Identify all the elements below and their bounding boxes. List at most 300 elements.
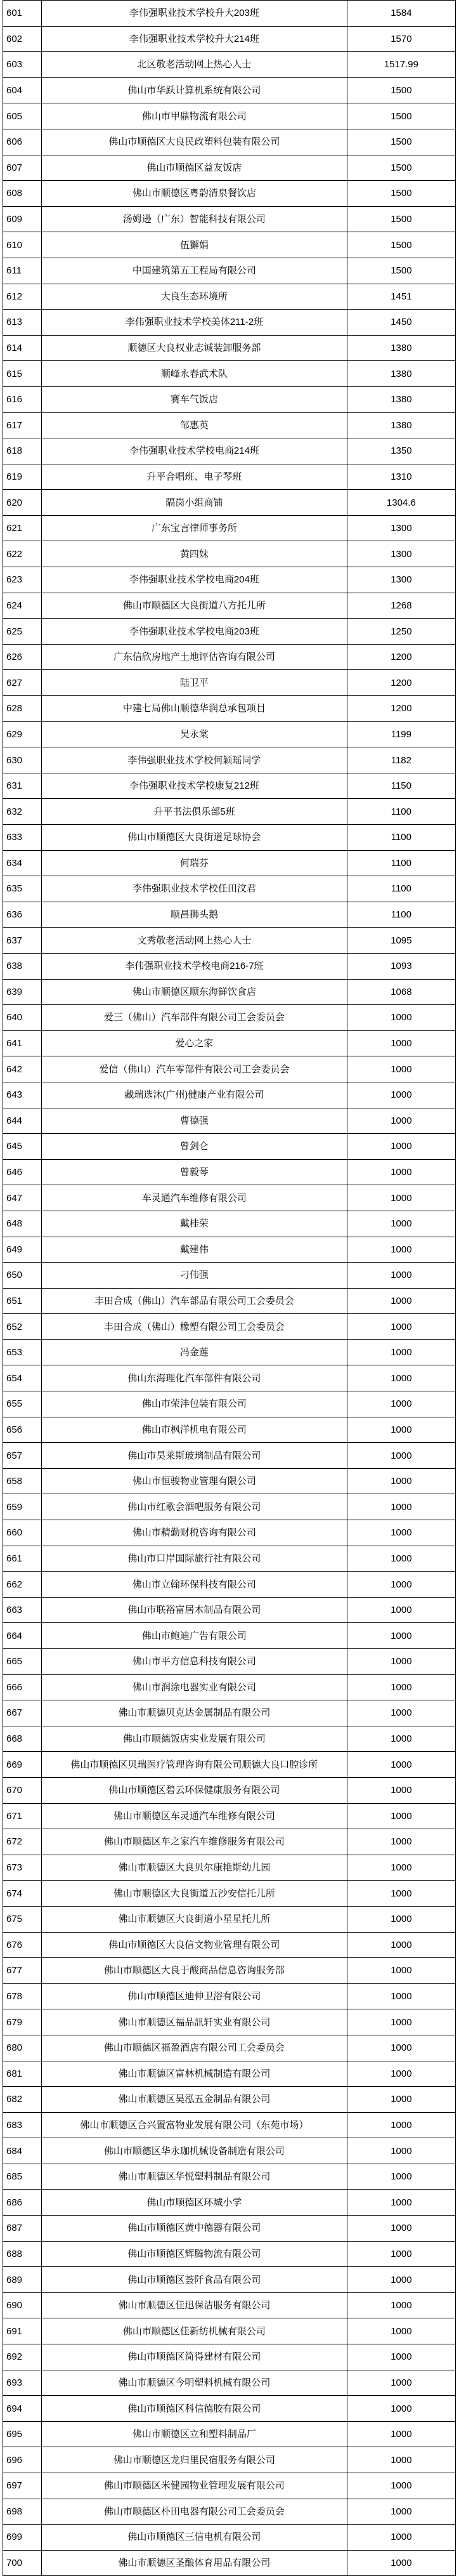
row-number: 685 [3, 2164, 42, 2190]
donor-name: 曾毅琴 [42, 1159, 347, 1185]
donor-name: 佛山市顺德区三信电机有限公司 [42, 2525, 347, 2551]
donation-amount: 1000 [347, 1108, 455, 1134]
donation-amount: 1000 [347, 2525, 455, 2551]
donor-name: 佛山市顺德区大良于酸商品信息咨询服务部 [42, 1958, 347, 1984]
table-row [3, 2190, 456, 2216]
donor-name: 佛山市顺德区华悦塑料制品有限公司 [42, 2164, 347, 2190]
donor-name: 大良生态环境所 [42, 284, 347, 310]
donor-name: 李伟强职业技术学校电商214班 [42, 438, 347, 464]
row-number: 627 [3, 670, 42, 696]
table-row [3, 721, 456, 747]
donor-name: 中建七局佛山顺德华润总承包项目 [42, 696, 347, 722]
row-number: 616 [3, 386, 42, 412]
donor-name: 黄四妹 [42, 541, 347, 567]
donation-amount: 1000 [347, 2447, 455, 2473]
donation-amount: 1570 [347, 26, 455, 52]
donor-name: 顺峰永春武术队 [42, 361, 347, 387]
table-row [3, 1417, 456, 1443]
donor-name: 戴建伟 [42, 1237, 347, 1263]
row-number: 615 [3, 361, 42, 387]
table-row [3, 1, 456, 27]
donor-name: 佛山市顺德区粤韵清泉餐饮店 [42, 181, 347, 207]
row-number: 643 [3, 1082, 42, 1108]
table-row [3, 335, 456, 361]
table-row [3, 2087, 456, 2113]
donor-name: 佛山市恒骏物业管理有限公司 [42, 1468, 347, 1494]
row-number: 649 [3, 1237, 42, 1263]
table-row [3, 2241, 456, 2267]
donation-amount: 1500 [347, 77, 455, 103]
donor-name: 佛山市润涂电器实业有限公司 [42, 1674, 347, 1700]
row-number: 698 [3, 2499, 42, 2525]
donation-amount: 1182 [347, 747, 455, 773]
row-number: 676 [3, 1932, 42, 1958]
table-row [3, 1777, 456, 1803]
table-row [3, 2138, 456, 2164]
donor-name: 何瑞芬 [42, 850, 347, 876]
table-row [3, 2009, 456, 2035]
row-number: 682 [3, 2087, 42, 2113]
row-number: 608 [3, 181, 42, 207]
donor-name: 佛山市枫洋机电有限公司 [42, 1417, 347, 1443]
donation-amount: 1000 [347, 1674, 455, 1700]
table-row [3, 26, 456, 52]
donation-amount: 1000 [347, 1597, 455, 1623]
table-row [3, 1159, 456, 1185]
donor-name: 佛山市顺德区黄中德器有限公司 [42, 2216, 347, 2242]
donation-amount: 1000 [347, 1211, 455, 1237]
row-number: 629 [3, 721, 42, 747]
row-number: 669 [3, 1752, 42, 1778]
row-number: 691 [3, 2318, 42, 2344]
donation-amount: 1000 [347, 1906, 455, 1932]
table-row [3, 1108, 456, 1134]
table-row [3, 1520, 456, 1546]
row-number: 635 [3, 876, 42, 902]
donation-amount: 1500 [347, 206, 455, 232]
row-number: 605 [3, 103, 42, 129]
table-row [3, 2318, 456, 2344]
table-row [3, 386, 456, 412]
row-number: 638 [3, 953, 42, 979]
row-number: 663 [3, 1597, 42, 1623]
row-number: 699 [3, 2525, 42, 2551]
donation-amount: 1000 [347, 1082, 455, 1108]
table-row [3, 2112, 456, 2138]
row-number: 609 [3, 206, 42, 232]
table-row [3, 2550, 456, 2576]
donor-name: 邹惠英 [42, 412, 347, 438]
table-row [3, 2061, 456, 2087]
donor-name: 隔岗小组商铺 [42, 490, 347, 516]
donation-amount: 1000 [347, 1958, 455, 1984]
row-number: 639 [3, 979, 42, 1005]
donor-name: 冯金莲 [42, 1339, 347, 1365]
row-number: 679 [3, 2009, 42, 2035]
donor-name: 佛山市顺德区大良街道足球协会 [42, 825, 347, 851]
donor-name: 佛山市平方信息科技有限公司 [42, 1649, 347, 1675]
donation-amount: 1000 [347, 1777, 455, 1803]
table-row [3, 103, 456, 129]
table-row [3, 232, 456, 258]
table-row [3, 1803, 456, 1829]
donation-amount: 1000 [347, 1700, 455, 1726]
table-row [3, 412, 456, 438]
table-row [3, 1056, 456, 1082]
table-row [3, 2292, 456, 2318]
donor-name: 汤姆逊（广东）智能科技有限公司 [42, 206, 347, 232]
row-number: 666 [3, 1674, 42, 1700]
row-number: 632 [3, 799, 42, 825]
donor-name: 佛山市顺德区简得建材有限公司 [42, 2344, 347, 2370]
donor-name: 赛车气饭店 [42, 386, 347, 412]
row-number: 675 [3, 1906, 42, 1932]
row-number: 622 [3, 541, 42, 567]
row-number: 660 [3, 1520, 42, 1546]
donor-name: 佛山市顺德区车灵通汽车维修有限公司 [42, 1803, 347, 1829]
table-row [3, 876, 456, 902]
donor-name: 李伟强职业技术学校何颖瑶同学 [42, 747, 347, 773]
donation-amount: 1000 [347, 1494, 455, 1520]
donor-name: 佛山市顺德饭店实业发展有限公司 [42, 1726, 347, 1752]
table-row [3, 438, 456, 464]
donation-amount: 1000 [347, 2267, 455, 2293]
table-row [3, 310, 456, 336]
row-number: 601 [3, 1, 42, 27]
donation-amount: 1000 [347, 1983, 455, 2009]
table-row [3, 1829, 456, 1855]
row-number: 610 [3, 232, 42, 258]
row-number: 623 [3, 567, 42, 593]
row-number: 684 [3, 2138, 42, 2164]
table-row [3, 2267, 456, 2293]
table-row [3, 1752, 456, 1778]
donation-amount: 1000 [347, 2216, 455, 2242]
donor-name: 广东信欣房地产土地评估咨询有限公司 [42, 644, 347, 670]
donation-amount: 1000 [347, 2344, 455, 2370]
donor-name: 爱信（佛山）汽车零部件有限公司工会委员会 [42, 1056, 347, 1082]
donor-name: 佛山市顺德区大良街道五沙安信托儿所 [42, 1881, 347, 1907]
donation-amount: 1000 [347, 2292, 455, 2318]
donor-name: 佛山市顺德区今明塑料机械有限公司 [42, 2370, 347, 2396]
table-row [3, 1906, 456, 1932]
donation-amount: 1350 [347, 438, 455, 464]
row-number: 650 [3, 1263, 42, 1289]
donation-amount: 1300 [347, 567, 455, 593]
row-number: 677 [3, 1958, 42, 1984]
row-number: 628 [3, 696, 42, 722]
donor-name: 佛山市顺德区大良街道小星星托儿所 [42, 1906, 347, 1932]
donation-amount: 1500 [347, 155, 455, 181]
donor-name: 佛山市顺德区碧云环保健康服务有限公司 [42, 1777, 347, 1803]
donation-amount: 1000 [347, 1237, 455, 1263]
table-row [3, 979, 456, 1005]
table-row [3, 1134, 456, 1160]
donation-amount: 1000 [347, 1185, 455, 1211]
row-number: 644 [3, 1108, 42, 1134]
donation-amount: 1380 [347, 361, 455, 387]
row-number: 690 [3, 2292, 42, 2318]
donor-name: 佛山市顺德区佳新纺机械有限公司 [42, 2318, 347, 2344]
row-number: 603 [3, 52, 42, 78]
row-number: 670 [3, 1777, 42, 1803]
donation-amount: 1000 [347, 2061, 455, 2087]
donor-name: 伍獬娟 [42, 232, 347, 258]
donation-amount: 1000 [347, 1520, 455, 1546]
table-row [3, 1314, 456, 1340]
donor-name: 李伟强职业技术学校美体211-2班 [42, 310, 347, 336]
row-number: 652 [3, 1314, 42, 1340]
donation-amount: 1000 [347, 1314, 455, 1340]
table-row [3, 2499, 456, 2525]
donor-name: 佛山市顺德区大良民政塑料包装有限公司 [42, 129, 347, 155]
donor-name: 戴桂荣 [42, 1211, 347, 1237]
donation-amount: 1000 [347, 1468, 455, 1494]
donation-amount: 1000 [347, 1391, 455, 1417]
donor-name: 车灵通汽车维修有限公司 [42, 1185, 347, 1211]
donor-name: 藏瑞选沐(广州)健康产业有限公司 [42, 1082, 347, 1108]
table-row [3, 2396, 456, 2422]
donation-amount: 1000 [347, 2499, 455, 2525]
donation-amount: 1000 [347, 1546, 455, 1572]
row-number: 604 [3, 77, 42, 103]
row-number: 634 [3, 850, 42, 876]
row-number: 630 [3, 747, 42, 773]
table-row [3, 799, 456, 825]
table-row [3, 1958, 456, 1984]
donation-amount: 1500 [347, 129, 455, 155]
donation-amount: 1199 [347, 721, 455, 747]
row-number: 689 [3, 2267, 42, 2293]
donor-name: 佛山市顺德区科信德胶有限公司 [42, 2396, 347, 2422]
donor-name: 曾剑仑 [42, 1134, 347, 1160]
donor-name: 佛山市鲍迪广告有限公司 [42, 1623, 347, 1649]
donation-amount: 1100 [347, 902, 455, 928]
table-row [3, 464, 456, 490]
donor-name: 佛山市华跃计算机系统有限公司 [42, 77, 347, 103]
row-number: 695 [3, 2421, 42, 2447]
donor-name: 佛山市顺德区龙归里民宿服务有限公司 [42, 2447, 347, 2473]
table-row [3, 619, 456, 645]
donation-amount: 1000 [347, 1726, 455, 1752]
row-number: 646 [3, 1159, 42, 1185]
donor-name: 爱三（佛山）汽车部件有限公司工会委员会 [42, 1005, 347, 1031]
row-number: 657 [3, 1443, 42, 1469]
table-row [3, 1983, 456, 2009]
donor-name: 李伟强职业技术学校任田汶君 [42, 876, 347, 902]
donor-name: 吴永棠 [42, 721, 347, 747]
row-number: 696 [3, 2447, 42, 2473]
donor-name: 佛山市顺德区大良街道八方托儿所 [42, 593, 347, 619]
donor-name: 佛山市顺德区福盈酒店有限公司工会委员会 [42, 2035, 347, 2061]
donation-amount: 1000 [347, 2190, 455, 2216]
table-row [3, 258, 456, 284]
donor-name: 中国建筑第五工程局有限公司 [42, 258, 347, 284]
table-row [3, 1263, 456, 1289]
donation-amount: 1000 [347, 2035, 455, 2061]
donor-name: 佛山市顺德区荟阡食品有限公司 [42, 2267, 347, 2293]
donation-amount: 1000 [347, 1417, 455, 1443]
row-number: 631 [3, 773, 42, 799]
donation-amount: 1000 [347, 1056, 455, 1082]
donation-amount: 1000 [347, 2138, 455, 2164]
table-row [3, 2035, 456, 2061]
donation-amount: 1310 [347, 464, 455, 490]
donation-amount: 1000 [347, 1443, 455, 1469]
table-row [3, 1288, 456, 1314]
row-number: 626 [3, 644, 42, 670]
donor-name: 佛山市荣沣包装有限公司 [42, 1391, 347, 1417]
donation-amount: 1300 [347, 515, 455, 541]
table-row [3, 129, 456, 155]
table-row [3, 1932, 456, 1958]
donor-name: 爱心之家 [42, 1030, 347, 1056]
table-row [3, 2447, 456, 2473]
donor-name: 佛山市顺德区圣酿体育用品有限公司 [42, 2550, 347, 2576]
donor-name: 顺昌狮头鹅 [42, 902, 347, 928]
row-number: 620 [3, 490, 42, 516]
donation-amount: 1200 [347, 696, 455, 722]
donor-name: 佛山市顺德区华永珈机械设备制造有限公司 [42, 2138, 347, 2164]
donation-amount: 1000 [347, 1623, 455, 1649]
row-number: 624 [3, 593, 42, 619]
table-row [3, 1700, 456, 1726]
donor-name: 李伟强职业技术学校电商204班 [42, 567, 347, 593]
table-row [3, 1030, 456, 1056]
row-number: 674 [3, 1881, 42, 1907]
row-number: 645 [3, 1134, 42, 1160]
donor-name: 佛山市立翰环保科技有限公司 [42, 1572, 347, 1598]
donation-table-body [3, 1, 456, 2576]
row-number: 692 [3, 2344, 42, 2370]
row-number: 607 [3, 155, 42, 181]
donation-amount: 1000 [347, 1881, 455, 1907]
table-row [3, 928, 456, 954]
table-row [3, 1881, 456, 1907]
donor-name: 佛山市顺德区大良信文物业管理有限公司 [42, 1932, 347, 1958]
row-number: 618 [3, 438, 42, 464]
donor-name: 佛山市顺德区大良贝尔康艳斯幼儿园 [42, 1855, 347, 1881]
donation-amount: 1000 [347, 2318, 455, 2344]
donation-amount: 1200 [347, 670, 455, 696]
row-number: 602 [3, 26, 42, 52]
donation-amount: 1000 [347, 2396, 455, 2422]
table-row [3, 902, 456, 928]
row-number: 648 [3, 1211, 42, 1237]
donor-name: 佛山市顺德区米健园物业管理发展有限公司 [42, 2473, 347, 2499]
row-number: 637 [3, 928, 42, 954]
donation-amount: 1100 [347, 825, 455, 851]
donation-amount: 1000 [347, 1288, 455, 1314]
row-number: 611 [3, 258, 42, 284]
donor-name: 李伟强职业技术学校升大203班 [42, 1, 347, 27]
table-row [3, 1674, 456, 1700]
donation-amount: 1304.6 [347, 490, 455, 516]
row-number: 671 [3, 1803, 42, 1829]
donation-amount: 1150 [347, 773, 455, 799]
donor-name: 升平合唱班、电子琴班 [42, 464, 347, 490]
donor-name: 广东宝言律师事务所 [42, 515, 347, 541]
donation-amount: 1000 [347, 1752, 455, 1778]
donor-name: 佛山市甲鼎物流有限公司 [42, 103, 347, 129]
donation-amount: 1000 [347, 1829, 455, 1855]
row-number: 625 [3, 619, 42, 645]
row-number: 636 [3, 902, 42, 928]
donor-name: 陆卫平 [42, 670, 347, 696]
row-number: 621 [3, 515, 42, 541]
row-number: 665 [3, 1649, 42, 1675]
donor-name: 佛山东海理化汽车部件有限公司 [42, 1365, 347, 1391]
table-row [3, 181, 456, 207]
donor-name: 文秀敬老活动网上热心人士 [42, 928, 347, 954]
donor-name: 佛山市顺德区益友饭店 [42, 155, 347, 181]
row-number: 668 [3, 1726, 42, 1752]
donation-amount: 1068 [347, 979, 455, 1005]
donor-name: 李伟强职业技术学校升大214班 [42, 26, 347, 52]
donor-name: 佛山市精勤财税咨询有限公司 [42, 1520, 347, 1546]
donation-amount: 1300 [347, 541, 455, 567]
donation-amount: 1000 [347, 1159, 455, 1185]
donation-amount: 1380 [347, 412, 455, 438]
donation-amount: 1584 [347, 1, 455, 27]
donation-amount: 1100 [347, 850, 455, 876]
table-row [3, 1339, 456, 1365]
row-number: 693 [3, 2370, 42, 2396]
donation-table [3, 0, 456, 2576]
row-number: 694 [3, 2396, 42, 2422]
row-number: 673 [3, 1855, 42, 1881]
donation-amount: 1000 [347, 1932, 455, 1958]
table-row [3, 1211, 456, 1237]
table-row [3, 2216, 456, 2242]
table-row [3, 1391, 456, 1417]
table-row [3, 1494, 456, 1520]
table-row [3, 1572, 456, 1598]
donation-amount: 1250 [347, 619, 455, 645]
donor-name: 佛山市顺德区朴田电器有限公司工会委员会 [42, 2499, 347, 2525]
row-number: 672 [3, 1829, 42, 1855]
donor-name: 李伟强职业技术学校电商203班 [42, 619, 347, 645]
donor-name: 佛山市顺德区环城小学 [42, 2190, 347, 2216]
donor-name: 李伟强职业技术学校电商216-7班 [42, 953, 347, 979]
table-row [3, 670, 456, 696]
table-row [3, 747, 456, 773]
donor-name: 刁伟强 [42, 1263, 347, 1289]
donation-amount: 1000 [347, 2370, 455, 2396]
donation-amount: 1000 [347, 2087, 455, 2113]
table-row [3, 77, 456, 103]
row-number: 656 [3, 1417, 42, 1443]
table-row [3, 1726, 456, 1752]
table-row [3, 1237, 456, 1263]
row-number: 653 [3, 1339, 42, 1365]
donor-name: 佛山市口岸国际旅行社有限公司 [42, 1546, 347, 1572]
table-row [3, 2473, 456, 2499]
donation-amount: 1000 [347, 1134, 455, 1160]
table-row [3, 515, 456, 541]
table-row [3, 773, 456, 799]
donation-amount: 1000 [347, 2421, 455, 2447]
row-number: 678 [3, 1983, 42, 2009]
row-number: 641 [3, 1030, 42, 1056]
donation-amount: 1000 [347, 2009, 455, 2035]
donation-amount: 1000 [347, 2112, 455, 2138]
table-row [3, 1005, 456, 1031]
donor-name: 李伟强职业技术学校康复212班 [42, 773, 347, 799]
donor-name: 佛山市顺德区辉腾物流有限公司 [42, 2241, 347, 2267]
donor-name: 佛山市顺德区立和塑料制品厂 [42, 2421, 347, 2447]
table-row [3, 361, 456, 387]
